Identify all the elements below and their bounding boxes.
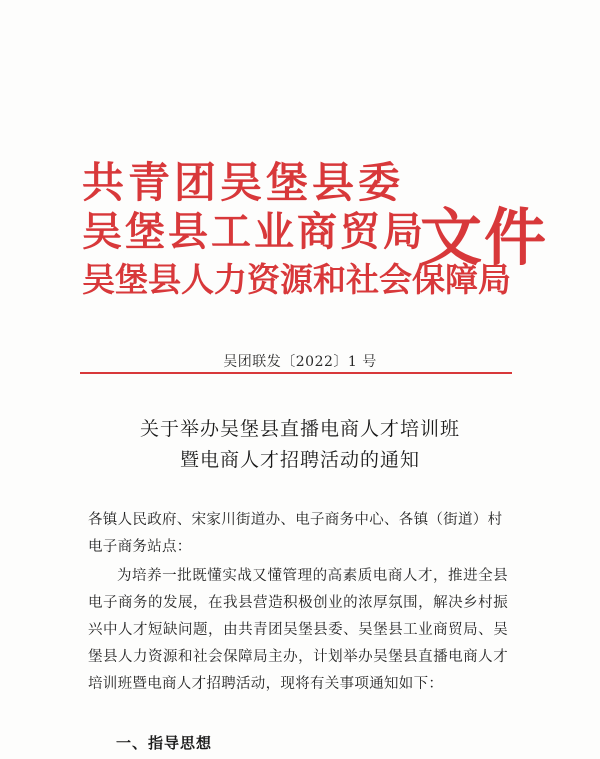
document-number: 吴团联发〔2022〕1 号 [223,354,377,370]
salutation: 各镇人民政府、宋家川街道办、电子商务中心、各镇（街道）村电子商务站点： [88,512,503,555]
document-title-line-1: 关于举办吴堡县直播电商人才培训班 [139,418,460,440]
red-divider-line [80,372,512,374]
document-title-line-2: 暨电商人才招聘活动的通知 [179,449,420,471]
document-header [82,150,549,300]
document-type-label: 文件 [420,201,549,274]
section-heading: 一、指导思想 [116,734,213,752]
issuing-org-2: 吴堡县工业商贸局 [82,209,426,255]
issuing-org-1: 共青团吴堡县委 [82,158,405,207]
issuing-org-3: 吴堡县人力资源和社会保障局 [82,260,511,299]
body-paragraph: 为培养一批既懂实战又懂管理的高素质电商人才，推进全县电子商务的发展，在我县营造积极创业的浓厚氛围，解决乡村振兴中人才短缺问题，由共青团吴堡县委、吴堡县工业商贸局、吴堡县人力资源和社会保障局主办，计划举办吴堡县直播电商人才培训班暨电商人才招聘活动，现将有关事项通知如下： [88,568,508,692]
